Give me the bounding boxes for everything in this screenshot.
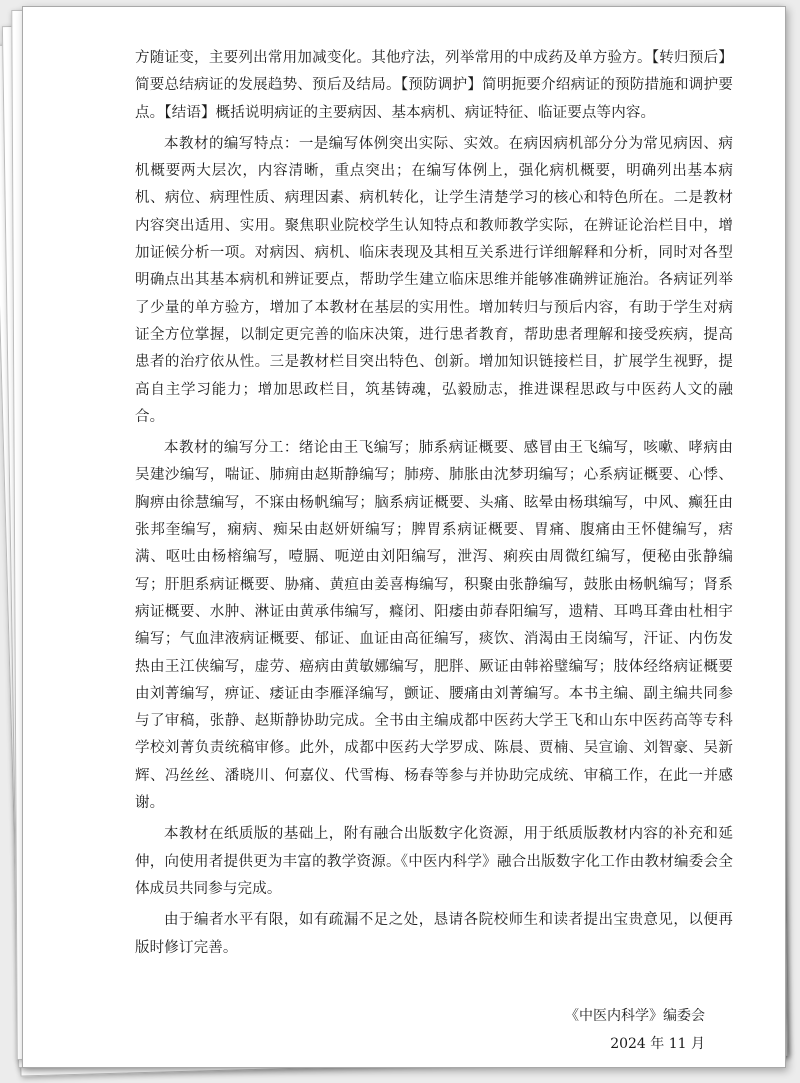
- paragraph-5: 由于编者水平有限，如有疏漏不足之处，恳请各院校师生和读者提出宝贵意见，以便再版时修订完善。: [135, 912, 733, 956]
- paragraph-4: 本教材在纸质版的基础上，附有融合出版数字化资源，用于纸质版教材内容的补充和延伸，向使用者提供更为丰富的教学资源。《中医内科学》融合出版数字化工作由教材编委会全体成员共同参与完成。: [135, 826, 733, 897]
- document-page: [22, 6, 786, 1068]
- paragraph-2: 本教材的编写特点：一是编写体例突出实际、实效。在病因病机部分分为常见病因、病机概要两大层次，内容清晰，重点突出；在编写体例上，强化病机概要，明确列出基本病机、病位、病理性质、病理因素、病机转化，让学生清楚学习的核心和特色所在。二是教材内容突出适用、实用。聚焦职业院校学生认知特点和教师教学实际，在辨证论治栏目中，增加证候分析一项。对病因、病机、临床表现及其相互关系进行详细解释和分析，同时对各型明确点出其基本病机和辨证要点，帮助学生建立临床思维并能够准确辨证施治。各病证列举了少量的单方验方，增加了本教材在基层的实用性。增加转归与预后内容，有助于学生对病证全方位掌握，以制定更完善的临床决策，进行患者教育，帮助患者理解和接受疾病，提高患者的治疗依从性。三是教材栏目突出特色、创新。增加知识链接栏目，扩展学生视野，提高自主学习能力；增加思政栏目，筑基铸魂，弘毅励志，推进课程思政与中医药人文的融合。: [135, 135, 733, 425]
- signature-org: 《中医内科学》编委会: [565, 1008, 705, 1024]
- paragraph-3: 本教材的编写分工：绪论由王飞编写；肺系病证概要、感冒由王飞编写，咳嗽、哮病由吴建沙编写，喘证、肺痈由赵斯静编写；肺痨、肺胀由沈梦玥编写；心系病证概要、心悸、胸痹由徐慧编写，不寐由杨帆编写；脑系病证概要、头痛、眩晕由杨琪编写，中风、癫狂由张邦奎编写，痫病、痴呆由赵妍妍编写；脾胃系病证概要、胃痛、腹痛由王怀健编写，痞满、呕吐由杨榕编写，噎膈、呃逆由刘阳编写，泄泻、痢疾由周微红编写，便秘由张静编写；肝胆系病证概要、胁痛、黄疸由姜喜梅编写，积聚由张静编写，鼓胀由杨帆编写；肾系病证概要、水肿、淋证由黄承伟编写，癃闭、阳痿由茆春阳编写，遗精、耳鸣耳聋由杜相宇编写；气血津液病证概要、郁证、血证由高征编写，痰饮、消渴由王岗编写，汗证、内伤发热由王江侠编写，虚劳、癌病由黄敏娜编写，肥胖、厥证由韩裕璧编写；肢体经络病证概要由刘菁编写，痹证、痿证由李雁泽编写，颤证、腰痛由刘菁编写。本书主编、副主编共同参与了审稿，张静、赵斯静协助完成。全书由主编成都中医药大学王飞和山东中医药高等专科学校刘菁负责统稿审修。此外，成都中医药大学罗成、陈晨、贾楠、吴宣谕、刘智豪、吴新辉、冯丝丝、潘晓川、何嘉仪、代雪梅、杨春等参与并协助完成统、审稿工作，在此一并感谢。: [135, 440, 733, 812]
- page-content: [135, 45, 733, 962]
- paragraph-1: 方随证变，主要列出常用加减变化。其他疗法，列举常用的中成药及单方验方。【转归预后】简要总结病证的发展趋势、预后及结局。【预防调护】简明扼要介绍病证的预防措施和调护要点。【结语】概括说明病证的主要病因、基本病机、病证特征、临证要点等内容。: [135, 50, 733, 121]
- signature-date: 2024 年 11 月: [610, 1036, 705, 1052]
